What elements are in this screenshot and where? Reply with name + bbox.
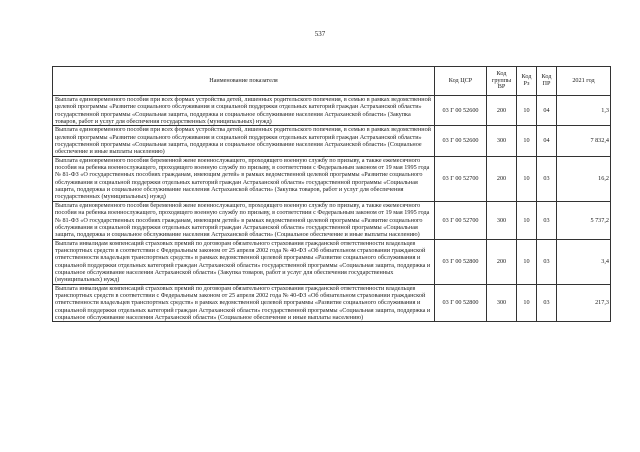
header-name: Наименование показателя xyxy=(53,67,435,96)
budget-table xyxy=(52,66,611,322)
row-rz: 10 xyxy=(517,96,537,126)
row-pr: 03 xyxy=(537,156,557,201)
table-row xyxy=(53,284,611,322)
row-vr: 300 xyxy=(487,126,517,156)
row-pr: 04 xyxy=(537,96,557,126)
row-name: Выплата единовременного пособия беременной жене военнослужащего, проходящего военную службу по призыву, а также ежемесячного пособия на ребенка военнослужащего, проходящего военную службу по призыву, в соответствии с Федеральным законом от 19 мая 1995 года № 81-ФЗ «О государственных пособиях гражданам, имеющим детей» в рамках ведомственной целевой программы «Развитие социального обслуживания и социальной поддержки отдельных категорий граждан Астраханской области» государственной программы «Социальная защита, поддержка и социальное обслуживание населения Астраханской области» (Закупка товаров, работ и услуг для обеспечения государственных (муниципальных) нужд) xyxy=(53,156,435,201)
table-row xyxy=(53,96,611,126)
row-amount: 16,2 xyxy=(557,156,611,201)
header-rz: Код Рз xyxy=(517,67,537,96)
row-pr: 03 xyxy=(537,239,557,284)
row-amount: 3,4 xyxy=(557,239,611,284)
row-csr: 03 Г 00 52600 xyxy=(435,96,487,126)
header-csr: Код ЦСР xyxy=(435,67,487,96)
row-vr: 200 xyxy=(487,156,517,201)
row-csr: 03 Г 00 52800 xyxy=(435,239,487,284)
row-vr: 200 xyxy=(487,239,517,284)
header-year: 2021 год xyxy=(557,67,611,96)
table-row xyxy=(53,239,611,284)
row-pr: 04 xyxy=(537,126,557,156)
row-rz: 10 xyxy=(517,239,537,284)
page-number: 537 xyxy=(314,30,326,38)
row-name: Выплата инвалидам компенсаций страховых премий по договорам обязательного страхования гражданской ответственности владельцев транспортных средств в соответствии с Федеральным законом от 25 апреля 2002 года № 40-ФЗ «Об обязательном страховании гражданской ответственности владельцев транспортных средств» в рамках ведомственной целевой программы «Развитие социального обслуживания и социальной поддержки отдельных категорий граждан Астраханской области» государственной программы «Социальная защита, поддержка и социальное обслуживание населения Астраханской области» (Социальное обеспечение и иные выплаты населению) xyxy=(53,284,435,322)
row-rz: 10 xyxy=(517,201,537,239)
row-name: Выплата инвалидам компенсаций страховых премий по договорам обязательного страхования гражданской ответственности владельцев транспортных средств в соответствии с Федеральным законом от 25 апреля 2002 года № 40-ФЗ «Об обязательном страховании гражданской ответственности владельцев транспортных средств» в рамках ведомственной целевой программы «Развитие социального обслуживания и социальной поддержки отдельных категорий граждан Астраханской области» государственной программы «Социальная защита, поддержка и социальное обслуживание населения Астраханской области» (Закупка товаров, работ и услуг для обеспечения государственных (муниципальных) нужд) xyxy=(53,239,435,284)
row-name: Выплата единовременного пособия беременной жене военнослужащего, проходящего военную службу по призыву, а также ежемесячного пособия на ребенка военнослужащего, проходящего военную службу по призыву, в соответствии с Федеральным законом от 19 мая 1995 года № 81-ФЗ «О государственных пособиях гражданам, имеющим детей» в рамках ведомственной целевой программы «Развитие социального обслуживания и социальной поддержки отдельных категорий граждан Астраханской области» государственной программы «Социальная защита, поддержка и социальное обслуживание населения Астраханской области» (Социальное обеспечение и иные выплаты населению) xyxy=(53,201,435,239)
row-vr: 300 xyxy=(487,201,517,239)
row-pr: 03 xyxy=(537,201,557,239)
row-csr: 03 Г 00 52700 xyxy=(435,201,487,239)
row-rz: 10 xyxy=(517,126,537,156)
row-amount: 7 832,4 xyxy=(557,126,611,156)
row-amount: 1,3 xyxy=(557,96,611,126)
row-vr: 200 xyxy=(487,96,517,126)
row-csr: 03 Г 00 52700 xyxy=(435,156,487,201)
row-amount: 5 737,2 xyxy=(557,201,611,239)
row-csr: 03 Г 00 52800 xyxy=(435,284,487,322)
row-rz: 10 xyxy=(517,156,537,201)
row-amount: 217,3 xyxy=(557,284,611,322)
header-row xyxy=(53,67,611,96)
row-rz: 10 xyxy=(517,284,537,322)
table-row xyxy=(53,126,611,156)
row-pr: 03 xyxy=(537,284,557,322)
table-header xyxy=(53,67,611,96)
row-name: Выплата единовременного пособия при всех формах устройства детей, лишенных родительского попечения, в семью в рамках ведомственной целевой программы «Развитие социального обслуживания и социальной поддержки отдельных категорий граждан Астраханской области» государственной программы «Социальная защита, поддержка и социальное обслуживание населения Астраханской области» (Закупка товаров, работ и услуг для обеспечения государственных (муниципальных) нужд) xyxy=(53,96,435,126)
table-row xyxy=(53,156,611,201)
header-pr: Код ПР xyxy=(537,67,557,96)
row-csr: 03 Г 00 52600 xyxy=(435,126,487,156)
row-name: Выплата единовременного пособия при всех формах устройства детей, лишенных родительского попечения, в семью в рамках ведомственной целевой программы «Развитие социального обслуживания и социальной поддержки отдельных категорий граждан Астраханской области» государственной программы «Социальная защита, поддержка и социальное обслуживание населения Астраханской области» (Социальное обеспечение и иные выплаты населению) xyxy=(53,126,435,156)
table-row xyxy=(53,201,611,239)
row-vr: 300 xyxy=(487,284,517,322)
header-vr: Код группы ВР xyxy=(487,67,517,96)
